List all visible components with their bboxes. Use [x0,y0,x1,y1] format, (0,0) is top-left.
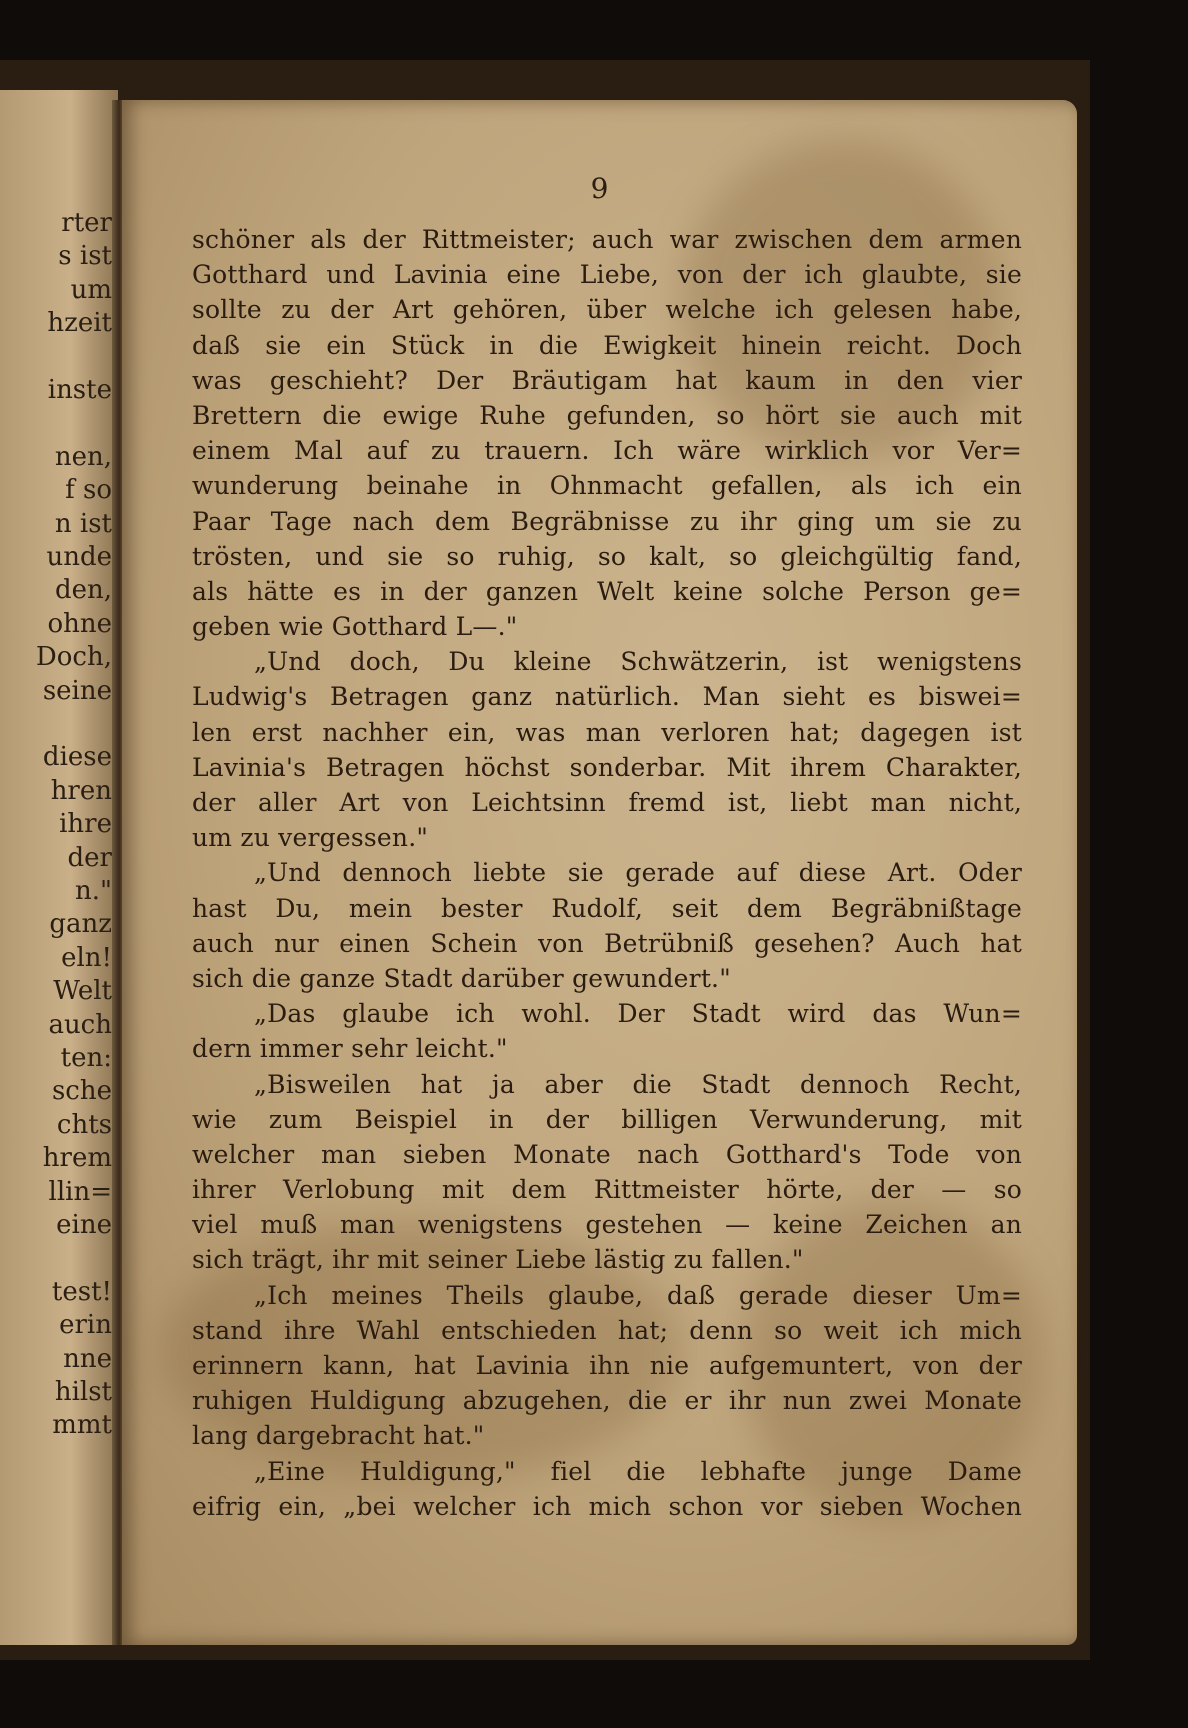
text-line: „Eine Huldigung," fiel die lebhafte junge Dame [254,1456,1022,1486]
text-line: eifrig ein, „bei welcher ich mich schon vor sieben Wochen [192,1491,1022,1521]
text-line: Lavinia's Betragen höchst sonderbar. Mit ihrem Charakter, [192,752,1022,782]
left-page-line: rter [61,208,112,238]
text-line: schöner als der Rittmeister; auch war zwischen dem armen [192,225,1022,254]
text-line: len erst nachher ein, was man verloren hat; dagegen ist [192,717,1022,747]
text-line: stand ihre Wahl entschieden hat; denn so weit ich mich [192,1315,1022,1345]
text-line: wunderung beinahe in Ohnmacht gefallen, als ich ein [192,471,1022,501]
left-page-line: ten: [60,1043,112,1073]
left-page-line: s ist [58,241,112,272]
left-page-line: diese [42,742,112,773]
left-page-line: inste [47,375,112,405]
left-page-line: n ist [54,508,112,539]
left-page-line: nen, [54,441,112,472]
text-line: Gotthard und Lavinia eine Liebe, von der ich glaubte, sie [192,260,1022,290]
text-line: ihrer Verlobung mit dem Rittmeister hörte, der — so [192,1175,1022,1205]
text-line: „Das glaube ich wohl. Der Stadt wird das Wun= [254,999,1022,1029]
left-page-line: f so [65,475,112,506]
left-page-line: hilst [54,1377,112,1407]
left-page-line: ganz [49,909,112,940]
left-page-line: ihre [59,809,112,840]
text-line: was geschieht? Der Bräutigam hat kaum in den vier [192,365,1022,395]
left-page-line: llin= [48,1176,112,1207]
left-page-line: seine [42,675,112,706]
text-line: als hätte es in der ganzen Welt keine solche Person ge= [192,576,1022,606]
page-text [192,222,1022,1524]
text-line: sich die ganze Stadt darüber gewundert." [192,963,731,993]
text-line: „Und dennoch liebte sie gerade auf diese Art. Oder [254,858,1022,888]
text-line: einem Mal auf zu trauern. Ich wäre wirklich vor Ver= [192,436,1022,466]
text-line: der aller Art von Leichtsinn fremd ist, liebt man nicht, [192,788,1022,817]
left-page-line: eine [56,1210,112,1240]
text-line: Ludwig's Betragen ganz natürlich. Man sieht es biswei= [192,682,1022,712]
text-line: auch nur einen Schein von Betrübniß gesehen? Auch hat [192,928,1022,958]
right-page [122,100,1077,1645]
page-number: 9 [590,172,609,205]
left-page-line: sche [51,1076,112,1107]
left-page-line: Doch, [35,642,112,673]
text-line: „Bisweilen hat ja aber die Stadt dennoch Recht, [254,1069,1022,1099]
left-page-line: auch [48,1009,112,1040]
text-line: ruhigen Huldigung abzugehen, die er ihr nun zwei Monate [192,1386,1022,1416]
text-line: um zu vergessen." [192,823,429,853]
left-page-line: test! [51,1276,112,1307]
left-page-line: den, [54,575,112,606]
left-page-line: erin [59,1310,112,1341]
text-line: viel muß man wenigstens gestehen — keine Zeichen an [192,1210,1022,1240]
left-page-line: eln! [61,942,112,973]
text-line: geben wie Gotthard L—." [192,612,518,642]
text-line: sich trägt, ihr mit seiner Liebe lästig zu fallen." [192,1245,804,1275]
left-page-line: ohne [47,608,112,639]
left-page-line: mmt [52,1410,112,1441]
left-page-line: hrem [42,1143,112,1174]
text-line: sollte zu der Art gehören, über welche ich gelesen habe, [192,295,1022,325]
left-page-line: der [67,842,112,873]
text-line: Paar Tage nach dem Begräbnisse zu ihr ging um sie zu [192,506,1022,536]
text-line: daß sie ein Stück in die Ewigkeit hinein reicht. Doch [192,330,1022,360]
text-line: Brettern die ewige Ruhe gefunden, so hört sie auch mit [192,400,1022,430]
text-line: dern immer sehr leicht." [192,1034,508,1064]
text-line: „Und doch, Du kleine Schwätzerin, ist wenigstens [254,647,1022,677]
left-page-line: um [70,274,112,305]
text-line: wie zum Beispiel in der billigen Verwunderung, mit [192,1104,1022,1134]
left-page-line: hren [50,775,112,806]
text-line: lang dargebracht hat." [192,1421,485,1451]
left-page-line: chts [56,1109,112,1140]
left-page-line: nne [63,1343,112,1374]
left-page-line: Welt [53,976,112,1007]
text-line: „Ich meines Theils glaube, daß gerade dieser Um= [254,1280,1022,1310]
left-page-line: n." [75,876,112,906]
text-line: erinnern kann, hat Lavinia ihn nie aufgemuntert, von der [192,1351,1022,1380]
left-page-line: unde [46,542,112,572]
left-page [0,90,118,1645]
text-line: welcher man sieben Monate nach Gotthard's Tode von [192,1139,1022,1169]
text-line: trösten, und sie so ruhig, so kalt, so gleichgültig fand, [192,541,1022,571]
text-line: hast Du, mein bester Rudolf, seit dem Begräbnißtage [192,893,1022,923]
left-page-line: hzeit [47,308,112,339]
